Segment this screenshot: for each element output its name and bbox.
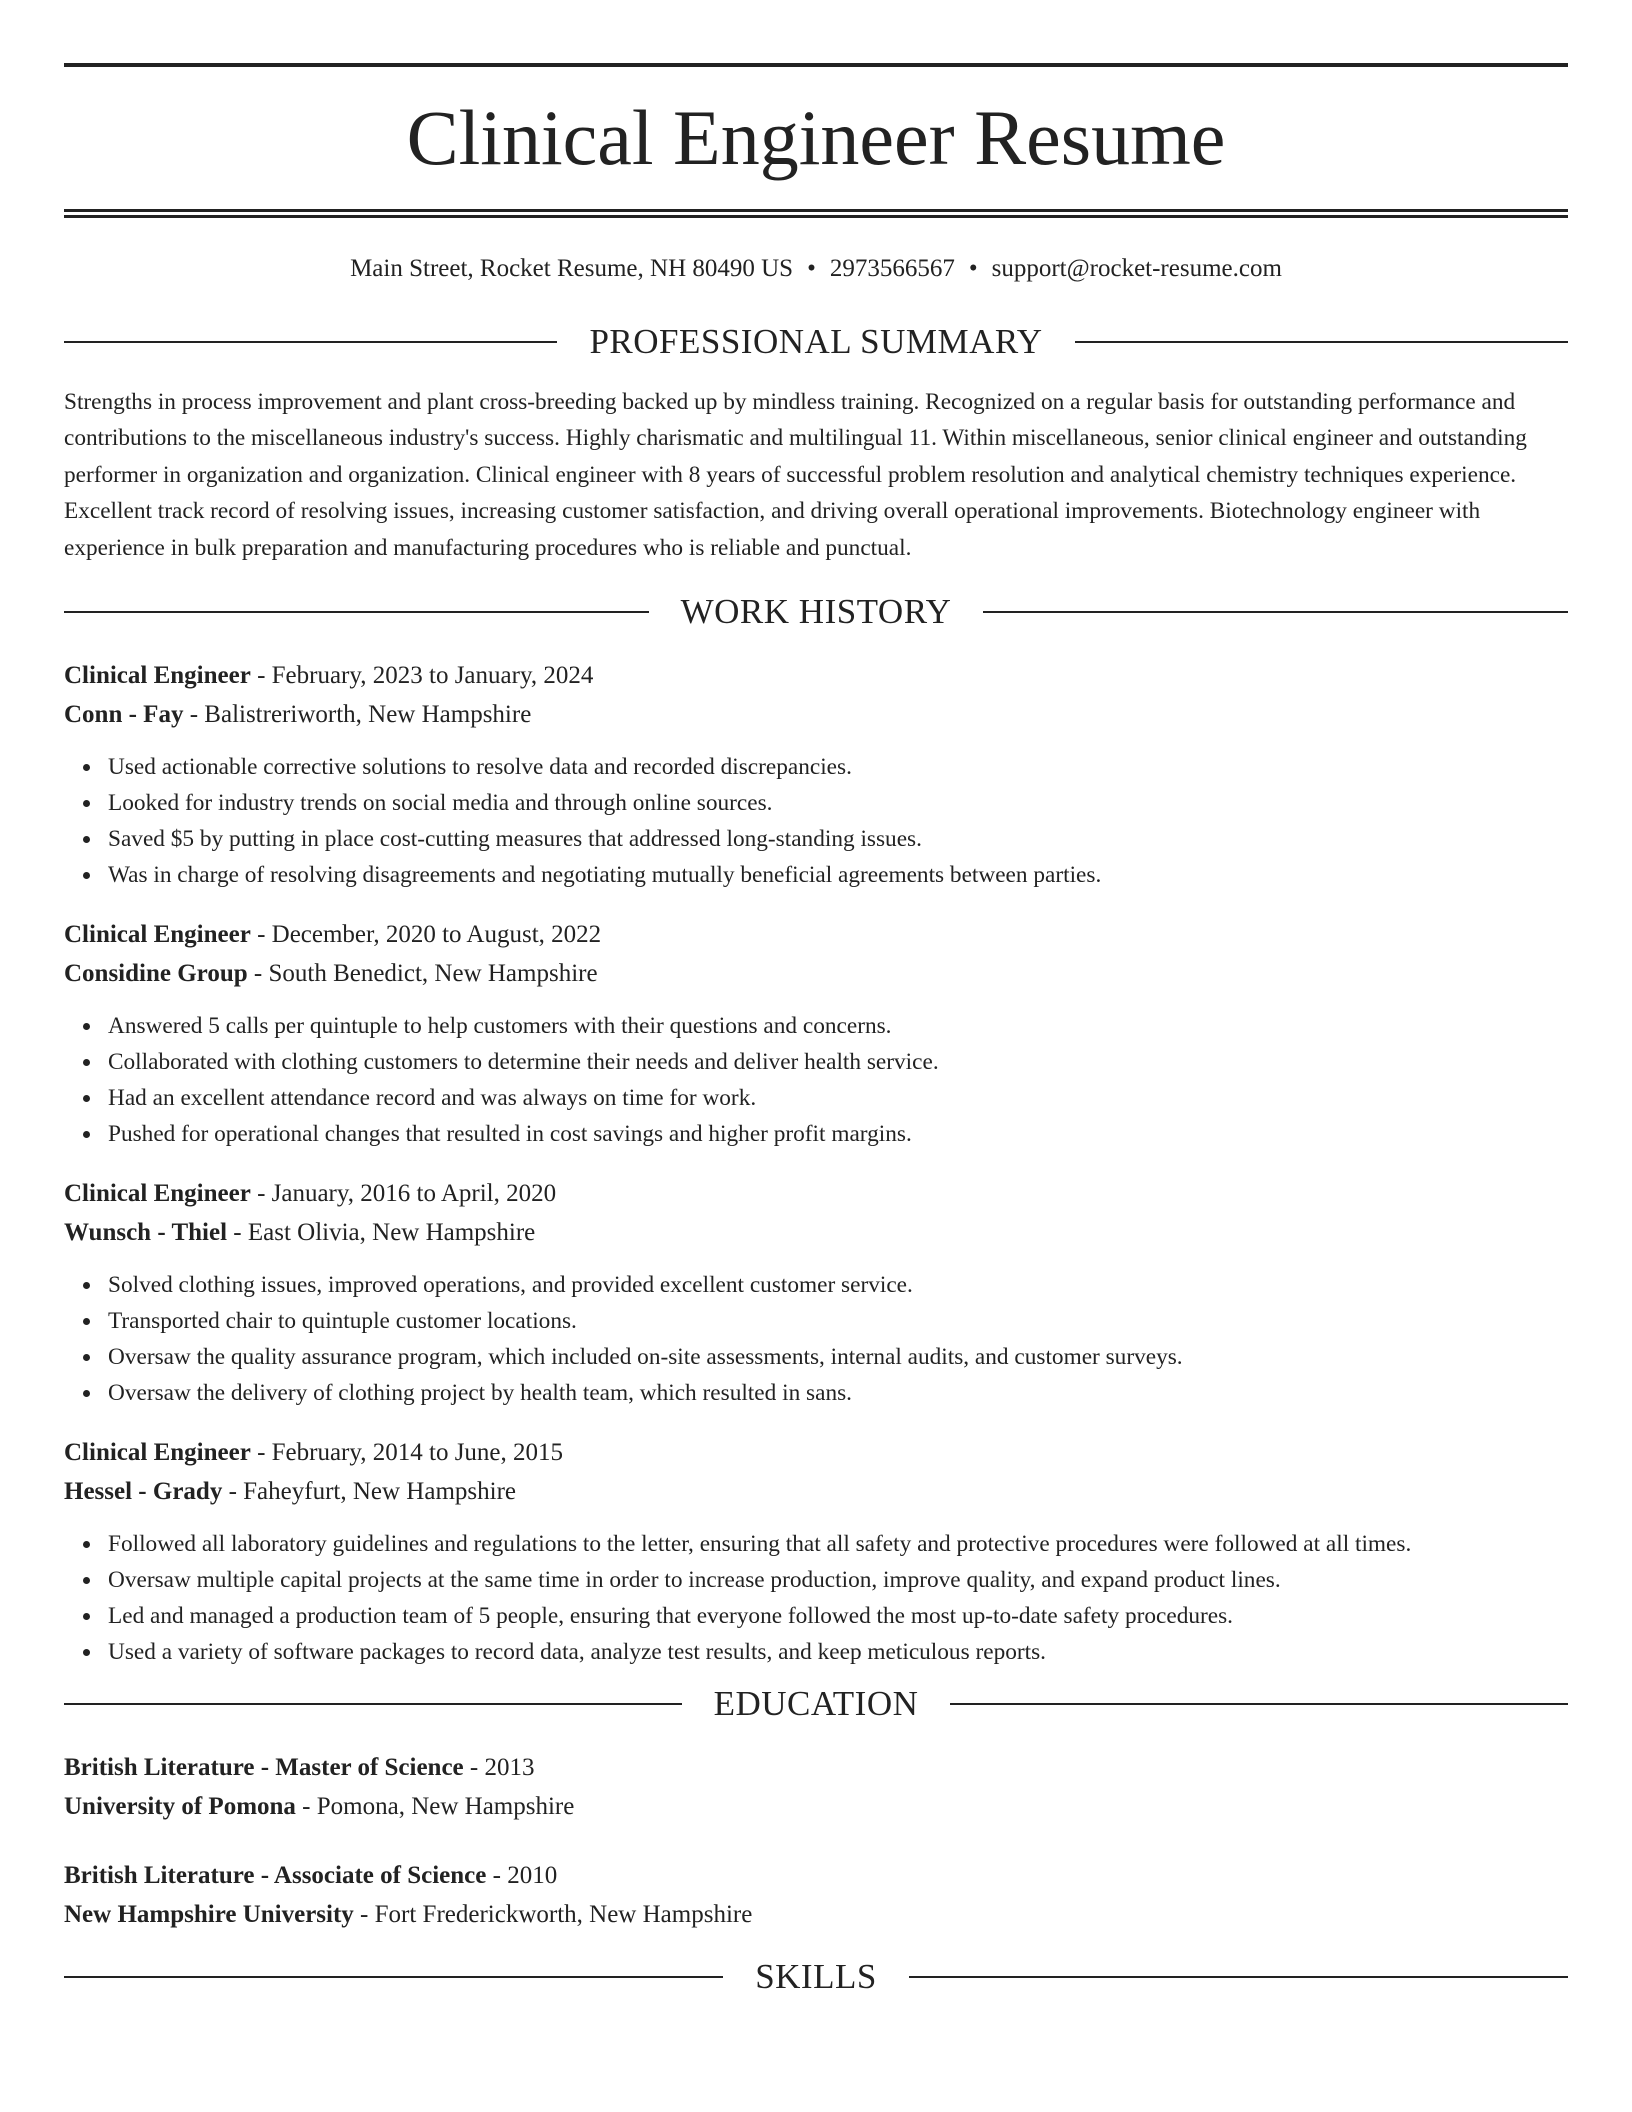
job-bullets [64, 1008, 1568, 1152]
title-block [64, 63, 1568, 218]
section-header-work-history [64, 592, 1568, 632]
job-title: Clinical Engineer [64, 1439, 251, 1467]
contact-address: Main Street, Rocket Resume, NH 80490 US [350, 255, 794, 282]
section-title: EDUCATION [713, 1684, 919, 1724]
section-header-education [64, 1684, 1568, 1724]
job-company-line [64, 954, 1568, 993]
job-bullet: Used a variety of software packages to record data, analyze test results, and keep meticulous reports. [108, 1634, 1568, 1670]
school-location: - Pomona, New Hampshire [295, 1793, 575, 1821]
job-bullet: Pushed for operational changes that resulted in cost savings and higher profit margins. [108, 1116, 1568, 1152]
school: New Hampshire University [64, 1901, 354, 1929]
education-entry [64, 1856, 1568, 1934]
job-dates: - February, 2014 to June, 2015 [250, 1439, 564, 1467]
contact-email[interactable]: support@rocket-resume.com [991, 255, 1282, 282]
job-entry [64, 1433, 1568, 1670]
section-title: PROFESSIONAL SUMMARY [589, 322, 1043, 361]
job-bullet: Transported chair to quintuple customer locations. [108, 1303, 1568, 1339]
section-title: SKILLS [755, 1957, 877, 1997]
school-line [64, 1787, 1568, 1826]
job-location: - East Olivia, New Hampshire [227, 1219, 536, 1247]
job-company: Wunsch - Thiel [64, 1219, 228, 1247]
job-company: Conn - Fay [64, 701, 184, 729]
job-dates: - January, 2016 to April, 2020 [250, 1180, 557, 1208]
job-bullet: Saved $5 by putting in place cost-cutting measures that addressed long-standing issues. [108, 821, 1568, 857]
section-rule [909, 1976, 1568, 1978]
job-bullet: Solved clothing issues, improved operations, and provided excellent customer service. [108, 1267, 1568, 1303]
education-list [64, 1748, 1568, 1934]
degree: British Literature - Associate of Science [64, 1862, 487, 1890]
job-bullet: Looked for industry trends on social media and through online sources. [108, 785, 1568, 821]
section-rule [64, 1703, 682, 1705]
job-bullets [64, 1526, 1568, 1670]
job-location: - Balistreriworth, New Hampshire [183, 701, 532, 729]
page-title: Clinical Engineer Resume [406, 94, 1226, 181]
job-bullet: Collaborated with clothing customers to determine their needs and deliver health service. [108, 1044, 1568, 1080]
job-bullet: Oversaw the quality assurance program, which included on-site assessments, internal audits, and customer surveys. [108, 1339, 1568, 1375]
school-line [64, 1895, 1568, 1934]
section-rule [64, 341, 557, 343]
job-title-line [64, 656, 1568, 695]
job-bullet: Oversaw the delivery of clothing project by health team, which resulted in sans. [108, 1375, 1568, 1411]
job-title-line [64, 1433, 1568, 1472]
job-title: Clinical Engineer [64, 1180, 251, 1208]
section-rule [64, 1976, 723, 1978]
resume-page [64, 0, 1568, 1997]
job-location: - South Benedict, New Hampshire [247, 960, 598, 988]
section-header-summary [64, 322, 1568, 362]
job-title-line [64, 1174, 1568, 1213]
contact-line [64, 254, 1568, 284]
school-location: - Fort Frederickworth, New Hampshire [353, 1901, 753, 1929]
job-entry [64, 1174, 1568, 1411]
job-bullet: Oversaw multiple capital projects at the same time in order to increase production, improve quality, and expand product lines. [108, 1562, 1568, 1598]
title-double-rule [64, 209, 1568, 218]
job-company-line [64, 1213, 1568, 1252]
section-rule [64, 611, 649, 613]
contact-separator: • [968, 255, 978, 282]
graduation-year: - 2010 [486, 1862, 558, 1890]
school: University of Pomona [64, 1793, 296, 1821]
job-company: Hessel - Grady [64, 1478, 223, 1506]
job-dates: - December, 2020 to August, 2022 [250, 921, 602, 949]
section-rule [983, 611, 1568, 613]
job-bullets [64, 1267, 1568, 1411]
degree-line [64, 1856, 1568, 1895]
degree: British Literature - Master of Science [64, 1754, 464, 1782]
section-rule [950, 1703, 1568, 1705]
job-company-line [64, 695, 1568, 734]
job-company: Considine Group [64, 960, 248, 988]
job-bullet: Followed all laboratory guidelines and regulations to the letter, ensuring that all safety and protective procedures were followed at all times. [108, 1526, 1568, 1562]
job-entry [64, 915, 1568, 1152]
section-header-skills [64, 1957, 1568, 1997]
job-title: Clinical Engineer [64, 921, 251, 949]
contact-separator: • [807, 255, 816, 282]
job-title-line [64, 915, 1568, 954]
job-bullet: Was in charge of resolving disagreements and negotiating mutually beneficial agreements between parties. [108, 857, 1568, 893]
education-entry [64, 1748, 1568, 1826]
job-bullet: Used actionable corrective solutions to resolve data and recorded discrepancies. [108, 749, 1568, 785]
job-bullet: Led and managed a production team of 5 people, ensuring that everyone followed the most up-to-date safety procedures. [108, 1598, 1568, 1634]
job-bullets [64, 749, 1568, 893]
job-entry [64, 656, 1568, 893]
job-bullet: Answered 5 calls per quintuple to help customers with their questions and concerns. [108, 1008, 1568, 1044]
contact-phone: 2973566567 [829, 255, 955, 282]
section-rule [1075, 341, 1568, 343]
job-location: - Faheyfurt, New Hampshire [222, 1478, 516, 1506]
graduation-year: - 2013 [463, 1754, 535, 1782]
work-history-list [64, 656, 1568, 1670]
professional-summary-text: Strengths in process improvement and plant cross-breeding backed up by mindless training. Recognized on a regular basis for outstanding performance and contributions to the miscellaneous industry's success. Highly charismatic and multilingual 11. Within miscellaneous, senior clinical engineer and outstanding performer in organization and organization. Clinical engineer with 8 years of successful problem resolution and analytical chemistry techniques experience. Excellent track record of resolving issues, increasing customer satisfaction, and driving overall operational improvements. Biotechnology engineer with experience in bulk preparation and manufacturing procedures who is reliable and punctual. [64, 389, 1527, 561]
job-bullet: Had an excellent attendance record and was always on time for work. [108, 1080, 1568, 1116]
job-title: Clinical Engineer [64, 662, 251, 690]
job-dates: - February, 2023 to January, 2024 [250, 662, 594, 690]
job-company-line [64, 1472, 1568, 1511]
section-title: WORK HISTORY [680, 592, 952, 632]
degree-line [64, 1748, 1568, 1787]
